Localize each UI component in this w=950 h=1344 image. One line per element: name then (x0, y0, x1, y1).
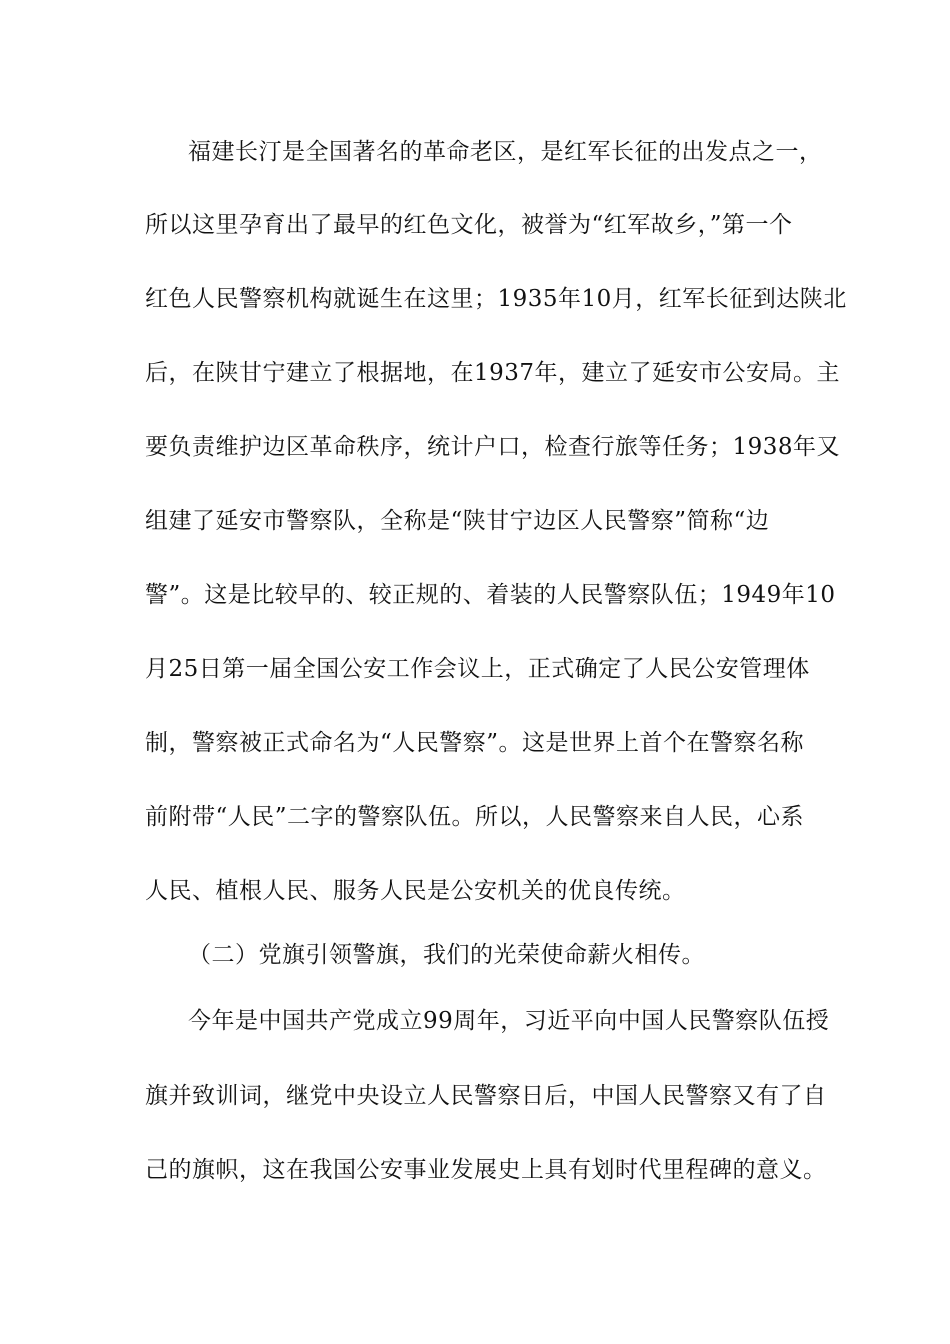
paragraph-1-line-7: 警”。这是比较早的、较正规的、着装的人民警察队伍；1949年10 (145, 582, 836, 608)
paragraph-1-line-6: 组建了延安市警察队，全称是“陕甘宁边区人民警察”简称“边 (145, 508, 770, 534)
paragraph-1-line-9: 制，警察被正式命名为“人民警察”。这是世界上首个在警察名称 (145, 730, 805, 756)
paragraph-1-line-5: 要负责维护边区革命秩序，统计户口，检查行旅等任务；1938年又 (145, 434, 841, 460)
paragraph-1-line-3: 红色人民警察机构就诞生在这里；1935年10月，红军长征到达陕北 (145, 286, 847, 312)
paragraph-1-line-8: 月25日第一届全国公安工作会议上，正式确定了人民公安管理体 (145, 656, 810, 682)
paragraph-1-line-1: 福建长汀是全国著名的革命老区，是红军长征的出发点之一， (188, 139, 823, 165)
paragraph-1-line-4: 后，在陕甘宁建立了根据地，在1937年，建立了延安市公安局。主 (145, 360, 841, 386)
paragraph-2-line-3: 己的旗帜，这在我国公安事业发展史上具有划时代里程碑的意义。 (145, 1157, 827, 1183)
paragraph-1-line-10: 前附带“人民”二字的警察队伍。所以，人民警察来自人民，心系 (145, 804, 805, 830)
paragraph-1-line-11: 人民、植根人民、服务人民是公安机关的优良传统。 (145, 878, 686, 904)
paragraph-2-line-1: 今年是中国共产党成立99周年，习近平向中国人民警察队伍授 (188, 1008, 830, 1034)
paragraph-2-line-2: 旗并致训词，继党中央设立人民警察日后，中国人民警察又有了自 (145, 1083, 827, 1109)
section-heading: （二）党旗引领警旗，我们的光荣使命薪火相传。 (188, 942, 705, 968)
paragraph-1-line-2: 所以这里孕育出了最早的红色文化，被誉为“红军故乡，”第一个 (145, 212, 793, 238)
